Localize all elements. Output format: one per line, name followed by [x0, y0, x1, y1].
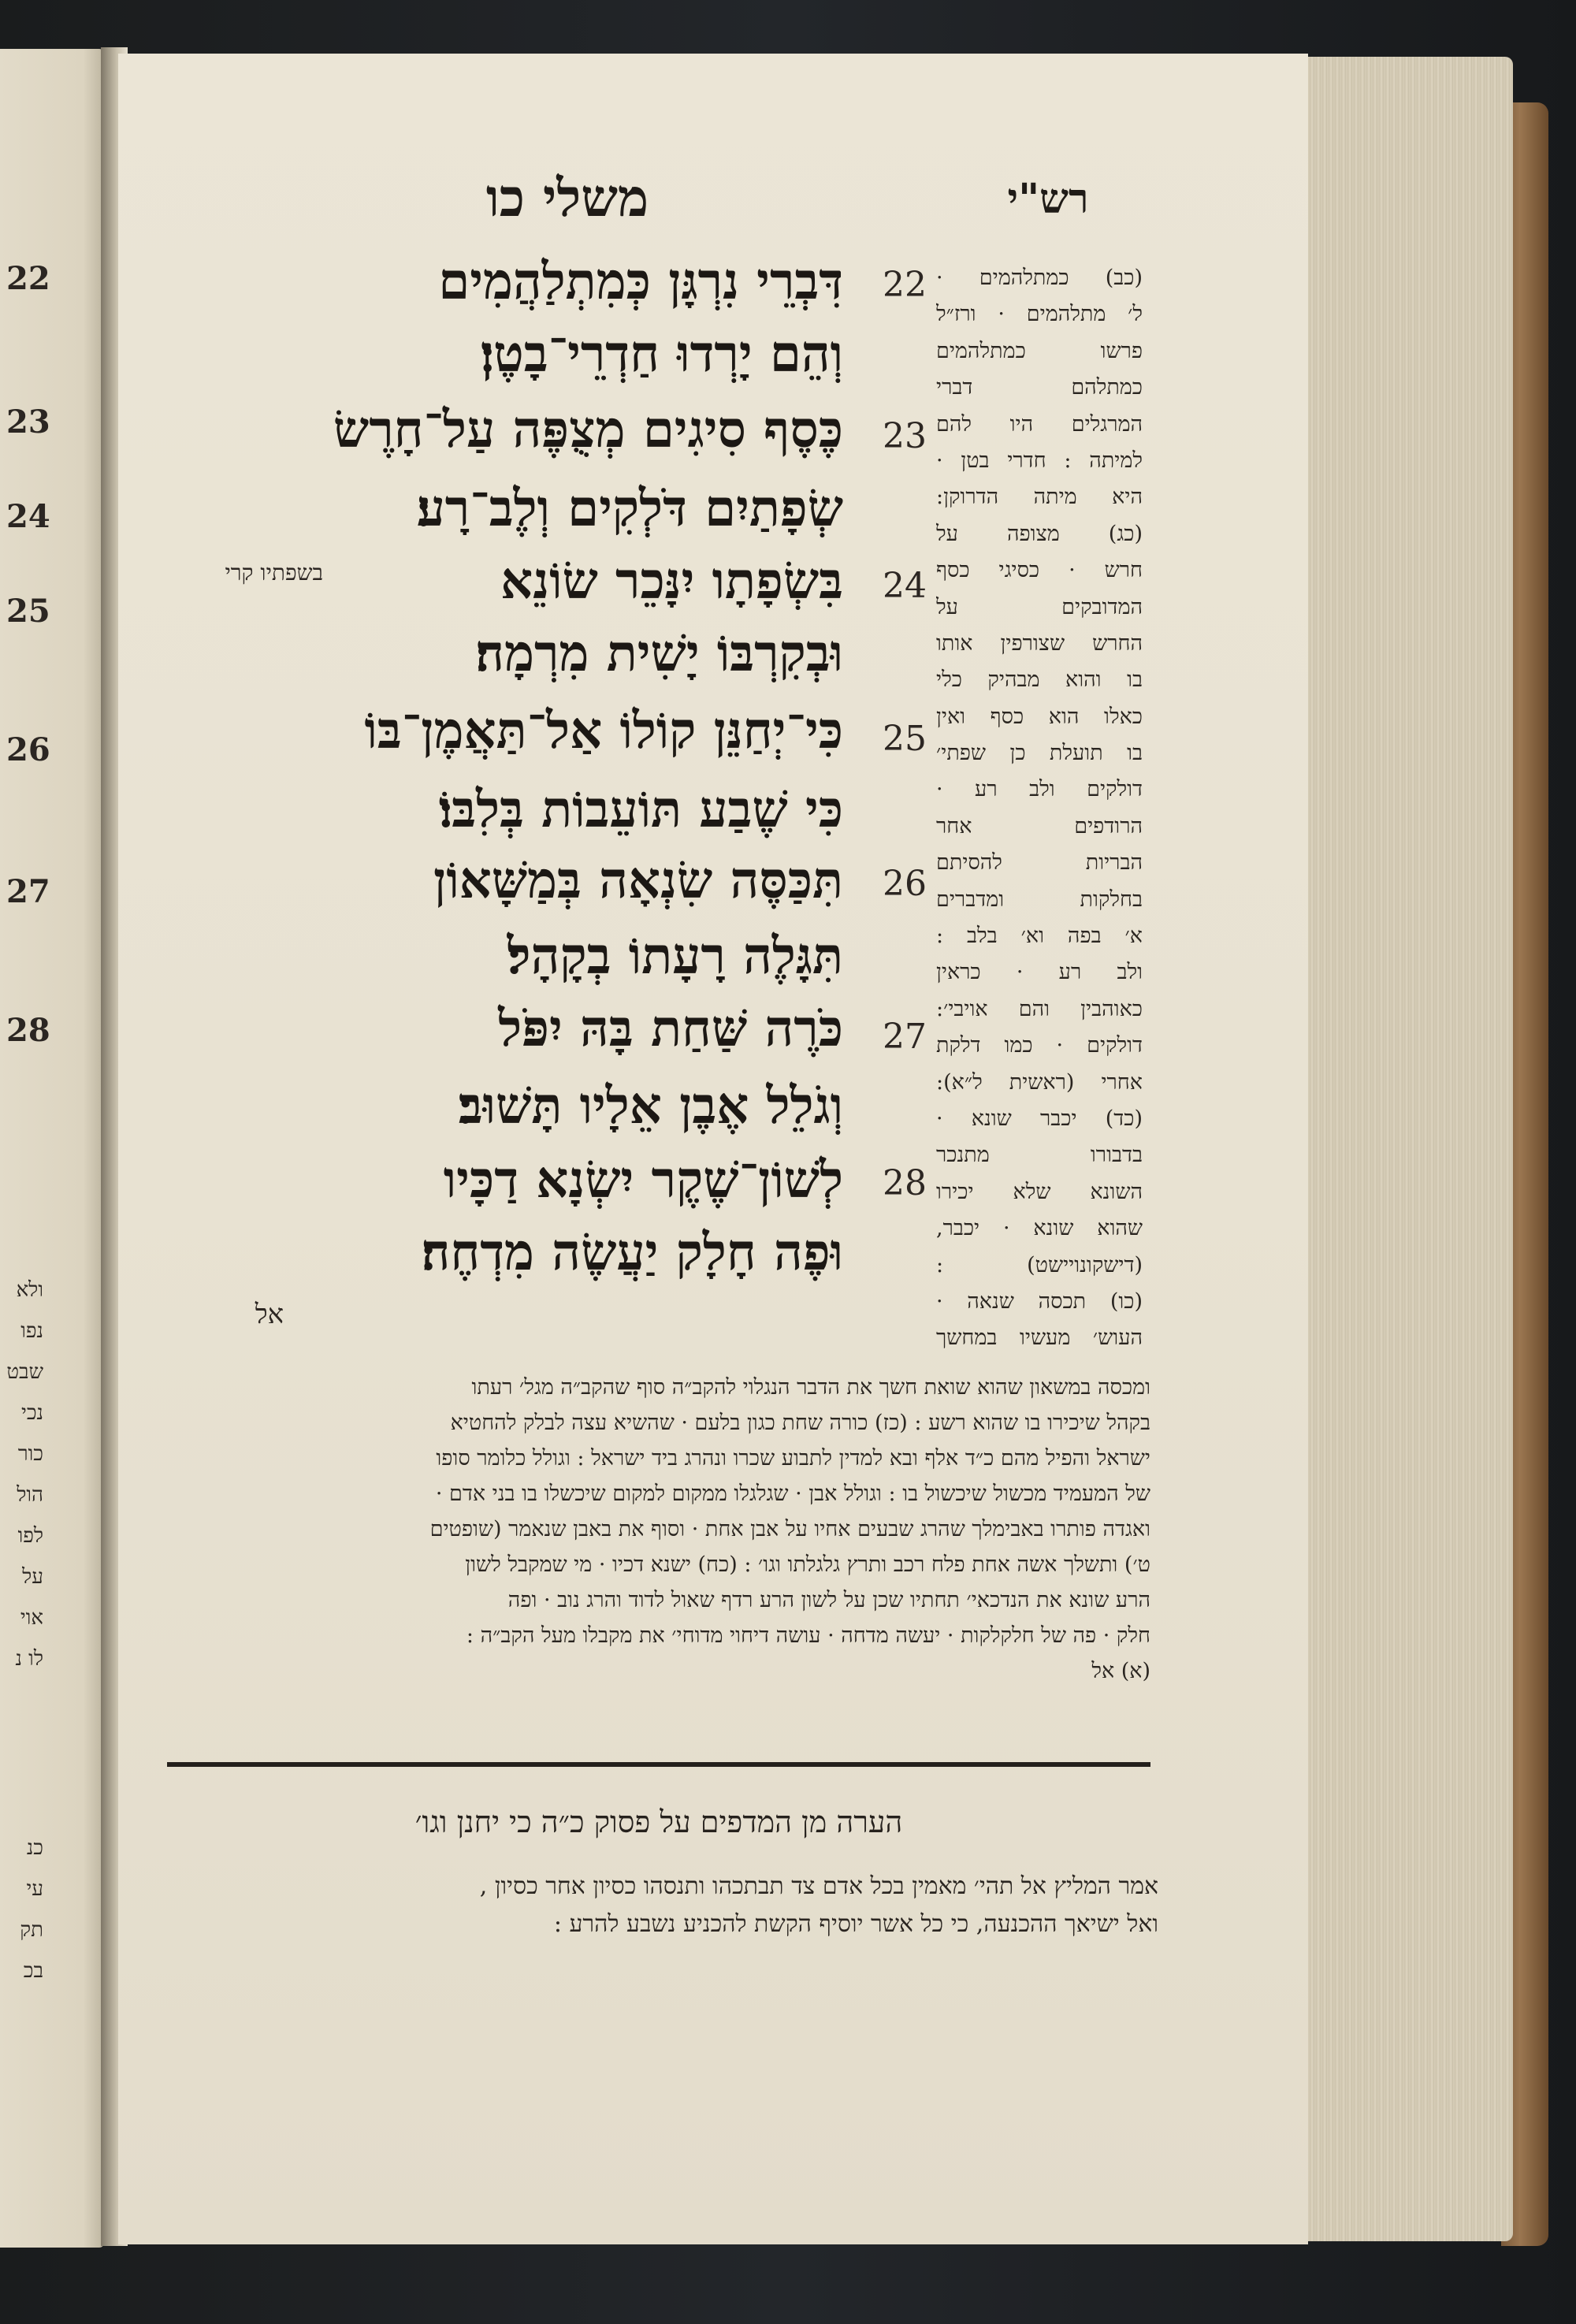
left-page [0, 49, 104, 2248]
rashi-line: שהוא שונא · יכבר, [936, 1216, 1143, 1241]
verse-number: 26 [883, 864, 927, 904]
rashi-line: היא מיתה הדרוקן: [936, 485, 1143, 510]
rashi-bottom-line: של המעמיד מכשול שיכשול בו : וגולל אבן · שגלגלו ממקום למקום שיכשלו בו בני אדם · [435, 1482, 1150, 1506]
verse-line: דִּבְרֵי נִרְגָּן כְּמִתְלַהֲמִים [438, 252, 843, 311]
rashi-line: (כד) יכבר שונא · [936, 1106, 1143, 1131]
page-edges [1308, 57, 1513, 2241]
left-text-fragment: כור [17, 1442, 43, 1466]
left-verse-number: 26 [6, 731, 50, 768]
verse-line: וְגֹלֵל אֶבֶן אֵלָיו תָּשׁוּב׃ [458, 1076, 843, 1136]
rashi-line: העוש׳ מעשיו במחשך [936, 1326, 1143, 1351]
verse-line: בִּשְׂפָתָו יִנָּכֵר שׂוֹנֵא [500, 552, 843, 611]
printers-note-line: אמר המליץ אל תהי׳ מאמין בכל אדם צד תבתכהו ותנסהו כסיון אחר כסיון , [479, 1872, 1158, 1900]
verse-number: 22 [883, 265, 927, 305]
rashi-line: ולב רע · כראין [936, 960, 1143, 985]
rashi-bottom-block [158, 1370, 1150, 1689]
commentary-label: רש"י [1007, 175, 1089, 223]
verse-line: כֶּסֶף סִיגִים מְצֻפֶּה עַל־חָרֶשׂ [333, 400, 843, 459]
rashi-line: (כב) כמתלהמים · [936, 266, 1143, 290]
left-text-fragment: נכי [21, 1401, 43, 1425]
rashi-line: כאוהבין והם אויבי׳: [936, 996, 1143, 1021]
verse-line: וּבְקִרְבּוֹ יָשִׁית מִרְמָה׃ [475, 624, 843, 683]
rashi-bottom-line: ומכסה במשאון שהוא שואת חשך את הדבר הנגלוי להקב״ה סוף שהקב״ה מגל׳ רעתו [471, 1375, 1150, 1400]
rashi-line: חרש · כסיגי כסף [936, 558, 1143, 583]
verse-line: שְׂפָתַיִם דֹּלְקִים וְלֶב־רָע׃ [416, 479, 843, 538]
printers-note-line: ואל ישיאך ההכנעה, כי כל אשר יוסיף הקשת להכניע נשבע להרע : [553, 1910, 1158, 1938]
rashi-bottom-line: הרע שונא את הנדכאי׳ תחתיו שכן על לשון הרע רדף שאול לדוד והרג נוב · ופה [507, 1588, 1150, 1612]
verse-line: וְהֵם יָרְדוּ חַדְרֵי־בָטֶן׃ [480, 325, 843, 384]
running-title: משלי כו [485, 167, 649, 229]
left-text-fragment: הול [17, 1483, 43, 1507]
rashi-line: אחרי (ראשית ל״א): [936, 1069, 1143, 1095]
rashi-column [936, 260, 1143, 1357]
left-text-fragment: על [22, 1565, 43, 1589]
rashi-line: (כג) מצופה על [936, 521, 1143, 546]
rashi-line: בו והוא מבהיק כלי [936, 667, 1143, 693]
verse-number: 28 [883, 1163, 927, 1203]
catchword: אל [255, 1299, 284, 1330]
verse-number: 23 [883, 416, 927, 456]
rashi-line: (דישקונויישט) : [936, 1252, 1143, 1277]
rashi-line: כמתלהם דברי [936, 375, 1143, 400]
rashi-line: המרגלים היו להם [936, 411, 1143, 437]
qere-note: בשפתיו קרי [225, 560, 323, 586]
left-text-fragment: תק [20, 1918, 43, 1942]
left-verse-number: 23 [6, 403, 50, 441]
left-verse-number: 24 [6, 498, 50, 535]
rashi-bottom-line: (א) אל [1091, 1659, 1150, 1683]
rashi-bottom-line: בקהל שיכירו בו שהוא רשע : (כז) כורה שחת כגון בלעם · שהשיא עצה לבלק להחטיא [450, 1411, 1150, 1435]
rashi-line: בו תועלת כן שפתי׳ [936, 741, 1143, 766]
rashi-line: החרש שצורפין אותו [936, 630, 1143, 656]
printers-note-heading: הערה מן המדפים על פסוק כ״ה כי יחנן וגו׳ [414, 1805, 903, 1839]
rashi-line: כאלו הוא כסף ואין [936, 704, 1143, 729]
verse-line: תִּכַּסֶּה שִׂנְאָה בְּמַשָּׁאוֹן [433, 851, 843, 910]
left-verse-number: 22 [6, 260, 50, 297]
left-verse-number: 27 [6, 873, 50, 910]
printers-note-body [158, 1868, 1158, 1943]
verse-line: כִּי־יְחַנֵּן קוֹלוֹ אַל־תַּאֲמֶן־בּוֹ [364, 701, 843, 760]
rashi-line: ל׳ מתלהמים · ורז״ל [936, 302, 1143, 327]
rashi-bottom-line: ט׳) ותשלך אשה אחת פלח רכב ותרץ גלגלתו וגו׳ : (כח) ישנא דכיו · מי שמקבל לשון [465, 1552, 1150, 1577]
verse-line: כִּי שֶׁבַע תּוֹעֵבוֹת בְּלִבּוֹ׃ [438, 780, 843, 839]
rashi-bottom-line: חלק · פה של חלקלקות · יעשה מדחה · עושה דיחוי מדוחי׳ את מקבלו מעל הקב״ה : [466, 1623, 1150, 1648]
left-text-fragment: שבט [6, 1360, 43, 1384]
rashi-line: בדבורו מתנכר [936, 1143, 1143, 1168]
rashi-line: בחלקות ומדברים [936, 887, 1143, 912]
rashi-line: הרודפים אחר [936, 813, 1143, 838]
verse-number: 27 [883, 1017, 927, 1057]
verse-number: 24 [883, 566, 927, 606]
rashi-line: פרשו כמתלהמים [936, 338, 1143, 363]
left-text-fragment: עי [26, 1877, 43, 1901]
left-text-fragment: כנ [26, 1836, 43, 1860]
left-text-fragment: בכ [23, 1959, 43, 1983]
rashi-line: השונא שלא יכירו [936, 1179, 1143, 1204]
rashi-line: (כו) תכסה שנאה · [936, 1288, 1143, 1314]
rashi-line: דולקים ולב רע · [936, 777, 1143, 802]
verse-line: לְשׁוֹן־שֶׁקֶר יִשְׂנָא דַכָּיו [443, 1151, 843, 1210]
section-divider [167, 1762, 1150, 1767]
rashi-line: א׳ בפה וא׳ בלב : [936, 924, 1143, 949]
rashi-line: למיתה : חדרי בטן · [936, 448, 1143, 473]
left-text-fragment: אוי [20, 1606, 43, 1630]
rashi-line: המדובקים על [936, 594, 1143, 619]
rashi-line: דולקים · כמו דלקת [936, 1033, 1143, 1058]
left-verse-number: 25 [6, 593, 50, 630]
rashi-line: הבריות להסיתם [936, 850, 1143, 876]
left-text-fragment: נפו [20, 1319, 43, 1343]
rashi-bottom-line: ישראל והפיל מהם כ״ד אלף ובא למדין לתבוע שכרו ונהרג ביד ישראל : וגולל כלומר סופו [436, 1446, 1150, 1471]
left-text-fragment: לו נ [15, 1647, 43, 1671]
verse-line: כֹּרֶה שַּׁחַת בָּהּ יִפֹּל [498, 999, 843, 1058]
verse-number: 25 [883, 719, 927, 759]
left-text-fragment: ולא [16, 1278, 43, 1302]
rashi-bottom-line: ואגדה פותרו באבימלך שהרג שבעים אחיו על אבן אחת · וסוף את באבן שנאמר (שופטים [429, 1517, 1150, 1541]
left-text-fragment: לפו [17, 1524, 43, 1548]
left-verse-number: 28 [6, 1012, 50, 1049]
verse-line: תִּגָּלֶה רָעָתוֹ בְקָהָל׃ [507, 927, 843, 986]
verse-line: וּפֶה חָלָק יַעֲשֶׂה מִדְחֶה׃ [421, 1223, 843, 1282]
